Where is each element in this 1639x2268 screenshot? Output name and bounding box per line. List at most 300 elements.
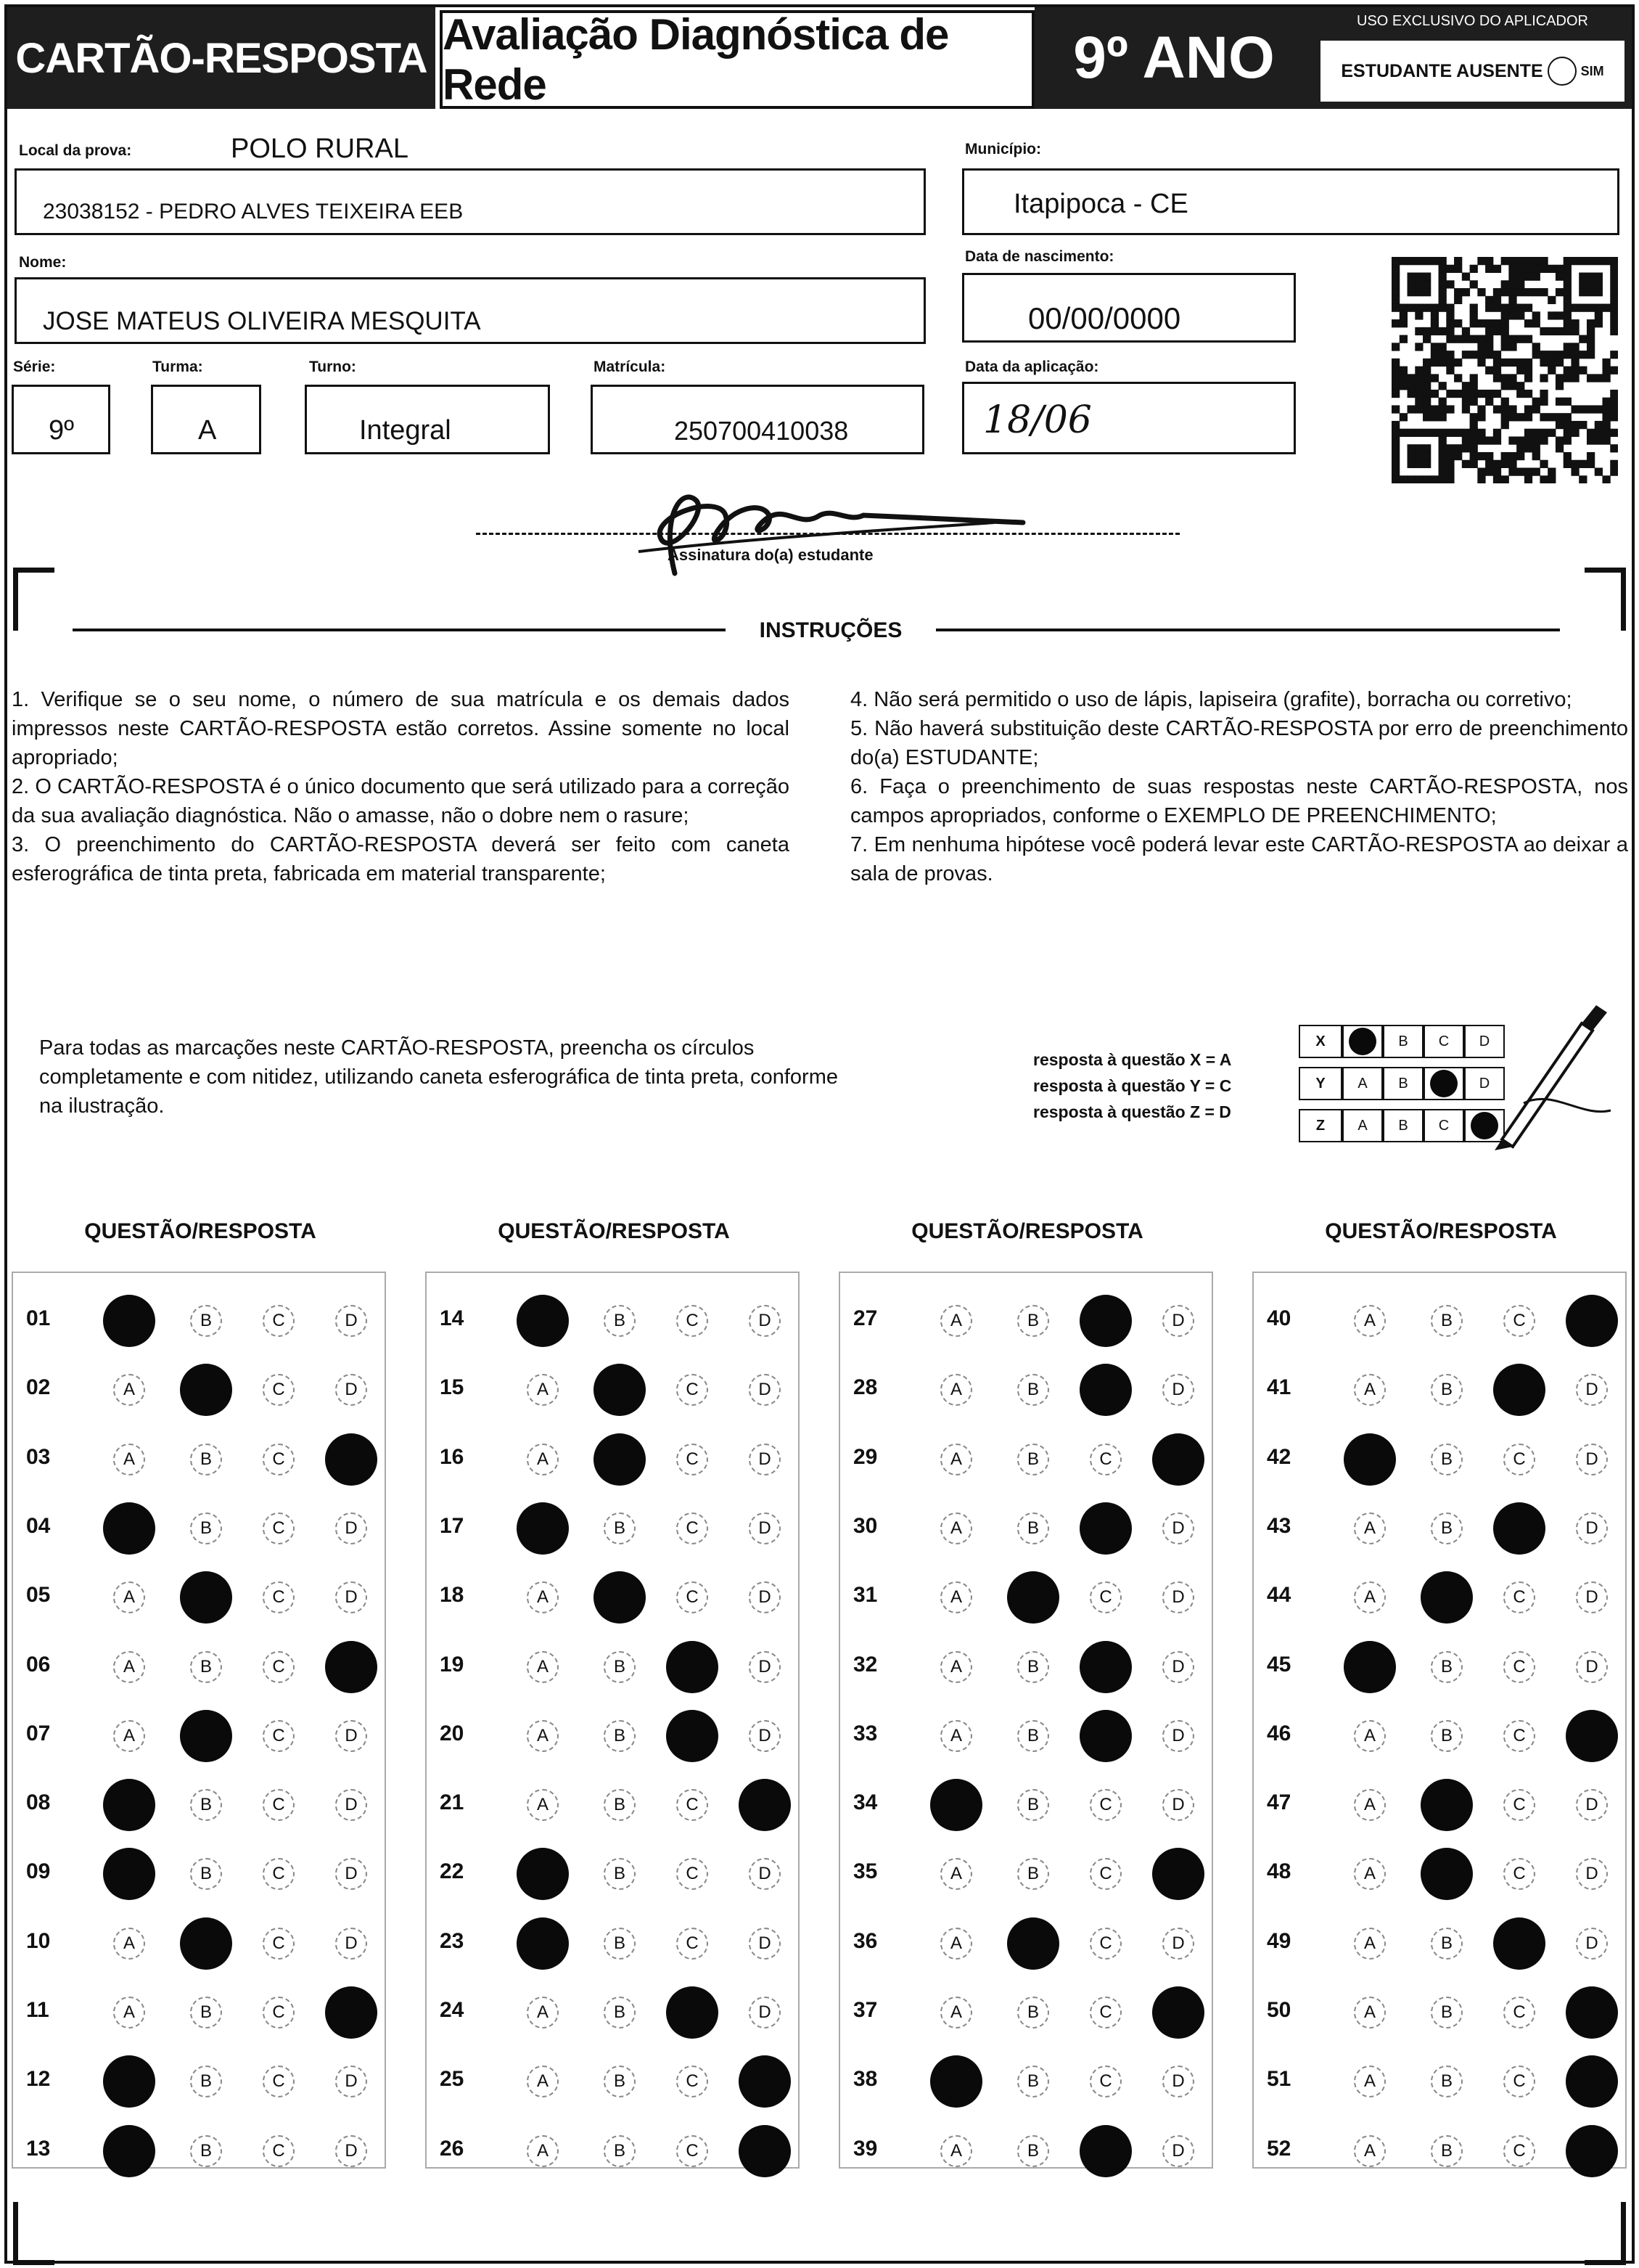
municipio-label: Município:: [965, 141, 1041, 157]
question-row-28: [839, 1361, 1213, 1419]
bubble-12-a[interactable]: A: [103, 2055, 155, 2108]
bubble-21-d[interactable]: D: [739, 1779, 791, 1831]
bubble-30-a[interactable]: A: [940, 1512, 972, 1544]
bubble-17-a[interactable]: A: [517, 1502, 569, 1555]
bubble-25-a[interactable]: A: [527, 2066, 559, 2097]
bubble-01-c[interactable]: C: [263, 1305, 295, 1337]
bubble-41-c[interactable]: C: [1493, 1364, 1545, 1416]
bubble-52-a[interactable]: A: [1354, 2135, 1386, 2167]
bubble-29-a[interactable]: A: [940, 1444, 972, 1475]
question-row-35: [839, 1845, 1213, 1903]
nome-field: [15, 277, 926, 344]
example-option-x-c: C: [1424, 1025, 1464, 1058]
question-row-15: [425, 1361, 800, 1419]
bubble-51-c[interactable]: C: [1503, 2066, 1535, 2097]
bubble-32-a[interactable]: A: [940, 1651, 972, 1683]
bubble-44-a[interactable]: A: [1354, 1581, 1386, 1613]
example-option-y-b: B: [1383, 1067, 1424, 1100]
bubble-22-a[interactable]: A: [517, 1848, 569, 1900]
question-number: 32: [853, 1652, 878, 1677]
bubble-23-c[interactable]: C: [676, 1928, 708, 1960]
question-row-20: [425, 1707, 800, 1765]
bubble-36-b[interactable]: B: [1007, 1917, 1059, 1970]
question-number: 44: [1267, 1583, 1291, 1608]
bubble-45-c[interactable]: C: [1503, 1651, 1535, 1683]
bubble-35-d[interactable]: D: [1152, 1848, 1204, 1900]
aplicacao-field[interactable]: [962, 382, 1296, 454]
instruction-6: 6. Faça o preenchimento de suas respostas neste CARTÃO-RESPOSTA, nos campos apropriados, conforme o EXEMPLO DE PREENCHIMENTO;: [850, 775, 1628, 827]
bubble-19-d[interactable]: D: [749, 1651, 781, 1683]
answer-column-header: QUESTÃO/RESPOSTA: [84, 1219, 316, 1243]
question-number: 37: [853, 1998, 878, 2022]
bubble-26-c[interactable]: C: [676, 2135, 708, 2167]
bubble-09-b[interactable]: B: [190, 1858, 222, 1890]
bubble-27-d[interactable]: D: [1162, 1305, 1194, 1337]
bubble-07-d[interactable]: D: [335, 1720, 367, 1752]
question-number: 17: [440, 1513, 464, 1538]
aplicacao-value: 18/06: [983, 398, 1092, 442]
bubble-36-d[interactable]: D: [1162, 1928, 1194, 1960]
corner-tl: [13, 568, 54, 631]
bubble-13-d[interactable]: D: [335, 2135, 367, 2167]
bubble-50-d[interactable]: D: [1566, 1986, 1618, 2039]
question-row-17: [425, 1499, 800, 1557]
bubble-03-c[interactable]: C: [263, 1444, 295, 1475]
bubble-30-c[interactable]: C: [1080, 1502, 1132, 1555]
bubble-45-d[interactable]: D: [1576, 1651, 1608, 1683]
bubble-03-d[interactable]: D: [325, 1433, 377, 1486]
school-field: [15, 168, 926, 235]
bubble-22-d[interactable]: D: [749, 1858, 781, 1890]
bubble-17-b[interactable]: B: [604, 1512, 636, 1544]
bubble-02-c[interactable]: C: [263, 1374, 295, 1406]
bubble-04-d[interactable]: D: [335, 1512, 367, 1544]
bubble-01-b[interactable]: B: [190, 1305, 222, 1337]
bubble-39-c[interactable]: C: [1080, 2125, 1132, 2177]
bubble-35-c[interactable]: C: [1090, 1858, 1122, 1890]
bubble-49-d[interactable]: D: [1576, 1928, 1608, 1960]
bubble-38-d[interactable]: D: [1162, 2066, 1194, 2097]
question-number: 11: [26, 1998, 49, 2022]
bubble-40-a[interactable]: A: [1354, 1305, 1386, 1337]
bubble-14-a[interactable]: A: [517, 1295, 569, 1347]
bubble-30-b[interactable]: B: [1017, 1512, 1049, 1544]
question-row-18: [425, 1568, 800, 1626]
example-option-x-a: [1342, 1025, 1383, 1058]
bubble-08-b[interactable]: B: [190, 1789, 222, 1821]
bubble-46-b[interactable]: B: [1431, 1720, 1463, 1752]
bubble-38-a[interactable]: A: [930, 2055, 982, 2108]
serie-field: [12, 385, 110, 454]
bubble-23-a[interactable]: A: [517, 1917, 569, 1970]
answer-column-header: QUESTÃO/RESPOSTA: [911, 1219, 1143, 1243]
bubble-38-b[interactable]: B: [1017, 2066, 1049, 2097]
bubble-19-a[interactable]: A: [527, 1651, 559, 1683]
bubble-14-c[interactable]: C: [676, 1305, 708, 1337]
bubble-02-d[interactable]: D: [335, 1374, 367, 1406]
bubble-21-a[interactable]: A: [527, 1789, 559, 1821]
bubble-47-b[interactable]: B: [1421, 1779, 1473, 1831]
bubble-30-d[interactable]: D: [1162, 1512, 1194, 1544]
question-number: 05: [26, 1583, 51, 1608]
bubble-19-c[interactable]: C: [666, 1641, 718, 1693]
bubble-46-c[interactable]: C: [1503, 1720, 1535, 1752]
question-number: 30: [853, 1513, 878, 1538]
bubble-19-b[interactable]: B: [604, 1651, 636, 1683]
bubble-08-c[interactable]: C: [263, 1789, 295, 1821]
bubble-48-c[interactable]: C: [1503, 1858, 1535, 1890]
question-row-44: [1252, 1568, 1627, 1626]
bubble-11-b[interactable]: B: [190, 1997, 222, 2028]
bubble-44-c[interactable]: C: [1503, 1581, 1535, 1613]
bubble-34-c[interactable]: C: [1090, 1789, 1122, 1821]
question-number: 09: [26, 1859, 51, 1884]
bubble-09-a[interactable]: A: [103, 1848, 155, 1900]
bubble-31-a[interactable]: A: [940, 1581, 972, 1613]
turma-field: [151, 385, 261, 454]
bubble-10-b[interactable]: B: [180, 1917, 232, 1970]
bubble-16-c[interactable]: C: [676, 1444, 708, 1475]
bubble-52-b[interactable]: B: [1431, 2135, 1463, 2167]
bubble-07-c[interactable]: C: [263, 1720, 295, 1752]
bubble-31-b[interactable]: B: [1007, 1571, 1059, 1624]
bubble-01-a[interactable]: A: [103, 1295, 155, 1347]
bubble-28-d[interactable]: D: [1162, 1374, 1194, 1406]
bubble-51-a[interactable]: A: [1354, 2066, 1386, 2097]
bubble-10-d[interactable]: D: [335, 1928, 367, 1960]
bubble-06-c[interactable]: C: [263, 1651, 295, 1683]
bubble-47-d[interactable]: D: [1576, 1789, 1608, 1821]
bubble-41-d[interactable]: D: [1576, 1374, 1608, 1406]
nascimento-value: 00/00/0000: [1028, 301, 1181, 335]
bubble-49-c[interactable]: C: [1493, 1917, 1545, 1970]
question-number: 42: [1267, 1444, 1291, 1469]
question-row-33: [839, 1707, 1213, 1765]
bubble-05-d[interactable]: D: [335, 1581, 367, 1613]
corner-tr: [1585, 568, 1626, 631]
question-row-51: [1252, 2052, 1627, 2111]
bubble-18-a[interactable]: A: [527, 1581, 559, 1613]
question-number: 02: [26, 1375, 51, 1400]
bubble-37-d[interactable]: D: [1152, 1986, 1204, 2039]
turno-value: Integral: [359, 415, 451, 446]
bubble-18-c[interactable]: C: [676, 1581, 708, 1613]
bubble-04-b[interactable]: B: [190, 1512, 222, 1544]
bubble-32-c[interactable]: C: [1080, 1641, 1132, 1693]
question-row-27: [839, 1292, 1213, 1350]
bubble-37-a[interactable]: A: [940, 1997, 972, 2028]
absent-option: SIM: [1580, 63, 1604, 78]
bubble-49-b[interactable]: B: [1431, 1928, 1463, 1960]
bubble-39-b[interactable]: B: [1017, 2135, 1049, 2167]
bubble-48-d[interactable]: D: [1576, 1858, 1608, 1890]
bubble-52-c[interactable]: C: [1503, 2135, 1535, 2167]
nascimento-label: Data de nascimento:: [965, 248, 1114, 265]
bubble-23-d[interactable]: D: [749, 1928, 781, 1960]
bubble-20-a[interactable]: A: [527, 1720, 559, 1752]
bubble-34-a[interactable]: A: [930, 1779, 982, 1831]
municipio-value: Itapipoca - CE: [1014, 189, 1188, 219]
bubble-35-b[interactable]: B: [1017, 1858, 1049, 1890]
bubble-13-b[interactable]: B: [190, 2135, 222, 2167]
bubble-06-a[interactable]: A: [113, 1651, 145, 1683]
signature-line: [476, 533, 1180, 535]
bubble-06-b[interactable]: B: [190, 1651, 222, 1683]
question-number: 52: [1267, 2136, 1291, 2161]
bubble-34-b[interactable]: B: [1017, 1789, 1049, 1821]
question-number: 28: [853, 1375, 878, 1400]
matricula-value: 250700410038: [674, 416, 849, 446]
bubble-48-b[interactable]: B: [1421, 1848, 1473, 1900]
bubble-14-d[interactable]: D: [749, 1305, 781, 1337]
bubble-40-b[interactable]: B: [1431, 1305, 1463, 1337]
bubble-09-d[interactable]: D: [335, 1858, 367, 1890]
question-number: 13: [26, 2136, 51, 2161]
bubble-51-b[interactable]: B: [1431, 2066, 1463, 2097]
bubble-33-a[interactable]: A: [940, 1720, 972, 1752]
bubble-09-c[interactable]: C: [263, 1858, 295, 1890]
bubble-28-c[interactable]: C: [1080, 1364, 1132, 1416]
bubble-23-b[interactable]: B: [604, 1928, 636, 1960]
bubble-13-c[interactable]: C: [263, 2135, 295, 2167]
bubble-49-a[interactable]: A: [1354, 1928, 1386, 1960]
bubble-13-a[interactable]: A: [103, 2125, 155, 2177]
bubble-40-d[interactable]: D: [1566, 1295, 1618, 1347]
bubble-05-a[interactable]: A: [113, 1581, 145, 1613]
question-row-13: [12, 2122, 386, 2180]
question-row-09: [12, 1845, 386, 1903]
instructions-left: [12, 685, 789, 888]
applicator-label: USO EXCLUSIVO DO APLICADOR: [1357, 13, 1588, 29]
bubble-20-d[interactable]: D: [749, 1720, 781, 1752]
bubble-33-c[interactable]: C: [1080, 1710, 1132, 1762]
bubble-15-b[interactable]: B: [593, 1364, 646, 1416]
bubble-33-b[interactable]: B: [1017, 1720, 1049, 1752]
bubble-24-a[interactable]: A: [527, 1997, 559, 2028]
bubble-16-d[interactable]: D: [749, 1444, 781, 1475]
instruction-1: 1. Verifique se o seu nome, o número de sua matrícula e os demais dados impressos neste CARTÃO-RESPOSTA estão corretos. Assine somente no local apropriado;: [12, 688, 789, 769]
bubble-43-d[interactable]: D: [1576, 1512, 1608, 1544]
aplicacao-label: Data da aplicação:: [965, 359, 1099, 375]
bubble-42-a[interactable]: A: [1344, 1433, 1396, 1486]
question-number: 12: [26, 2067, 51, 2092]
grade-label: 9º ANO: [1035, 7, 1313, 109]
bubble-15-a[interactable]: A: [527, 1374, 559, 1406]
bubble-21-b[interactable]: B: [604, 1789, 636, 1821]
nome-value: JOSE MATEUS OLIVEIRA MESQUITA: [43, 307, 481, 335]
question-number: 20: [440, 1721, 464, 1745]
question-number: 27: [853, 1306, 878, 1330]
bubble-26-a[interactable]: A: [527, 2135, 559, 2167]
question-row-23: [425, 1915, 800, 1973]
bubble-24-d[interactable]: D: [749, 1997, 781, 2028]
bubble-16-b[interactable]: B: [593, 1433, 646, 1486]
bubble-12-d[interactable]: D: [335, 2066, 367, 2097]
question-row-42: [1252, 1430, 1627, 1489]
bubble-17-c[interactable]: C: [676, 1512, 708, 1544]
bubble-27-a[interactable]: A: [940, 1305, 972, 1337]
bubble-28-b[interactable]: B: [1017, 1374, 1049, 1406]
bubble-24-b[interactable]: B: [604, 1997, 636, 2028]
bubble-27-c[interactable]: C: [1080, 1295, 1132, 1347]
bubble-38-c[interactable]: C: [1090, 2066, 1122, 2097]
bubble-07-b[interactable]: B: [180, 1710, 232, 1762]
question-number: 04: [26, 1513, 51, 1538]
bubble-05-b[interactable]: B: [180, 1571, 232, 1624]
bubble-32-b[interactable]: B: [1017, 1651, 1049, 1683]
bubble-44-b[interactable]: B: [1421, 1571, 1473, 1624]
bubble-04-a[interactable]: A: [103, 1502, 155, 1555]
bubble-36-c[interactable]: C: [1090, 1928, 1122, 1960]
bubble-11-a[interactable]: A: [113, 1997, 145, 2028]
bubble-18-d[interactable]: D: [749, 1581, 781, 1613]
bubble-29-c[interactable]: C: [1090, 1444, 1122, 1475]
bubble-22-b[interactable]: B: [604, 1858, 636, 1890]
signature-label: Assinatura do(a) estudante: [667, 546, 874, 564]
bubble-20-c[interactable]: C: [666, 1710, 718, 1762]
bubble-44-d[interactable]: D: [1576, 1581, 1608, 1613]
bubble-24-c[interactable]: C: [666, 1986, 718, 2039]
bubble-02-b[interactable]: B: [180, 1364, 232, 1416]
bubble-10-c[interactable]: C: [263, 1928, 295, 1960]
bubble-45-b[interactable]: B: [1431, 1651, 1463, 1683]
question-number: 51: [1267, 2067, 1291, 2092]
bubble-37-b[interactable]: B: [1017, 1997, 1049, 2028]
bubble-52-d[interactable]: D: [1566, 2125, 1618, 2177]
question-number: 39: [853, 2136, 878, 2161]
question-row-02: [12, 1361, 386, 1419]
bubble-42-c[interactable]: C: [1503, 1444, 1535, 1475]
question-row-10: [12, 1915, 386, 1973]
bubble-29-b[interactable]: B: [1017, 1444, 1049, 1475]
card-title: CARTÃO-RESPOSTA: [7, 7, 435, 109]
bubble-26-d[interactable]: D: [739, 2125, 791, 2177]
bubble-33-d[interactable]: D: [1162, 1720, 1194, 1752]
bubble-06-d[interactable]: D: [325, 1641, 377, 1693]
absent-bubble[interactable]: [1548, 57, 1577, 86]
municipio-field: [962, 168, 1619, 235]
bubble-46-d[interactable]: D: [1566, 1710, 1618, 1762]
absent-label: ESTUDANTE AUSENTE: [1341, 60, 1543, 81]
bubble-46-a[interactable]: A: [1354, 1720, 1386, 1752]
bubble-45-a[interactable]: A: [1344, 1641, 1396, 1693]
bubble-41-a[interactable]: A: [1354, 1374, 1386, 1406]
bubble-31-c[interactable]: C: [1090, 1581, 1122, 1613]
question-row-04: [12, 1499, 386, 1557]
matricula-label: Matrícula:: [593, 359, 666, 375]
local-value: POLO RURAL: [231, 134, 408, 164]
example-option-y-d: D: [1464, 1067, 1505, 1100]
bubble-42-b[interactable]: B: [1431, 1444, 1463, 1475]
bubble-12-b[interactable]: B: [190, 2066, 222, 2097]
question-row-19: [425, 1638, 800, 1696]
question-number: 36: [853, 1928, 878, 1953]
bubble-39-d[interactable]: D: [1162, 2135, 1194, 2167]
bubble-47-a[interactable]: A: [1354, 1789, 1386, 1821]
bubble-10-a[interactable]: A: [113, 1928, 145, 1960]
nascimento-field: [962, 273, 1296, 343]
bubble-51-d[interactable]: D: [1566, 2055, 1618, 2108]
example-line-y: resposta à questão Y = C: [1033, 1076, 1232, 1095]
bubble-25-d[interactable]: D: [739, 2055, 791, 2108]
bubble-03-a[interactable]: A: [113, 1444, 145, 1475]
bubble-43-a[interactable]: A: [1354, 1512, 1386, 1544]
bubble-02-a[interactable]: A: [113, 1374, 145, 1406]
bubble-18-b[interactable]: B: [593, 1571, 646, 1624]
question-row-03: [12, 1430, 386, 1489]
bubble-35-a[interactable]: A: [940, 1858, 972, 1890]
bubble-12-c[interactable]: C: [263, 2066, 295, 2097]
question-row-08: [12, 1776, 386, 1834]
bubble-43-c[interactable]: C: [1493, 1502, 1545, 1555]
bubble-17-d[interactable]: D: [749, 1512, 781, 1544]
bubble-41-b[interactable]: B: [1431, 1374, 1463, 1406]
bubble-47-c[interactable]: C: [1503, 1789, 1535, 1821]
turno-field: [305, 385, 550, 454]
bubble-50-a[interactable]: A: [1354, 1997, 1386, 2028]
bubble-43-b[interactable]: B: [1431, 1512, 1463, 1544]
bubble-42-d[interactable]: D: [1576, 1444, 1608, 1475]
bubble-05-c[interactable]: C: [263, 1581, 295, 1613]
bubble-08-d[interactable]: D: [335, 1789, 367, 1821]
bubble-07-a[interactable]: A: [113, 1720, 145, 1752]
bubble-40-c[interactable]: C: [1503, 1305, 1535, 1337]
example-option-z-b: B: [1383, 1109, 1424, 1142]
bubble-50-c[interactable]: C: [1503, 1997, 1535, 2028]
bubble-26-b[interactable]: B: [604, 2135, 636, 2167]
bubble-11-d[interactable]: D: [325, 1986, 377, 2039]
bubble-14-b[interactable]: B: [604, 1305, 636, 1337]
bubble-20-b[interactable]: B: [604, 1720, 636, 1752]
question-row-26: [425, 2122, 800, 2180]
question-number: 48: [1267, 1859, 1291, 1884]
bubble-21-c[interactable]: C: [676, 1789, 708, 1821]
turno-label: Turno:: [309, 359, 356, 375]
bubble-04-c[interactable]: C: [263, 1512, 295, 1544]
bubble-34-d[interactable]: D: [1162, 1789, 1194, 1821]
question-row-29: [839, 1430, 1213, 1489]
question-number: 45: [1267, 1652, 1291, 1677]
question-row-36: [839, 1915, 1213, 1973]
bubble-37-c[interactable]: C: [1090, 1997, 1122, 2028]
bubble-16-a[interactable]: A: [527, 1444, 559, 1475]
bubble-15-c[interactable]: C: [676, 1374, 708, 1406]
question-number: 18: [440, 1583, 464, 1608]
example-filled-dot: [1349, 1028, 1376, 1055]
bubble-03-b[interactable]: B: [190, 1444, 222, 1475]
bubble-29-d[interactable]: D: [1152, 1433, 1204, 1486]
bubble-08-a[interactable]: A: [103, 1779, 155, 1831]
bubble-01-d[interactable]: D: [335, 1305, 367, 1337]
bubble-25-b[interactable]: B: [604, 2066, 636, 2097]
corner-bl: [13, 2202, 54, 2265]
bubble-27-b[interactable]: B: [1017, 1305, 1049, 1337]
question-number: 10: [26, 1928, 51, 1953]
bubble-15-d[interactable]: D: [749, 1374, 781, 1406]
bubble-36-a[interactable]: A: [940, 1928, 972, 1960]
question-number: 01: [26, 1306, 51, 1330]
bubble-25-c[interactable]: C: [676, 2066, 708, 2097]
bubble-50-b[interactable]: B: [1431, 1997, 1463, 2028]
bubble-39-a[interactable]: A: [940, 2135, 972, 2167]
bubble-48-a[interactable]: A: [1354, 1858, 1386, 1890]
bubble-11-c[interactable]: C: [263, 1997, 295, 2028]
bubble-22-c[interactable]: C: [676, 1858, 708, 1890]
bubble-31-d[interactable]: D: [1162, 1581, 1194, 1613]
bubble-28-a[interactable]: A: [940, 1374, 972, 1406]
bubble-32-d[interactable]: D: [1162, 1651, 1194, 1683]
question-number: 06: [26, 1652, 51, 1677]
